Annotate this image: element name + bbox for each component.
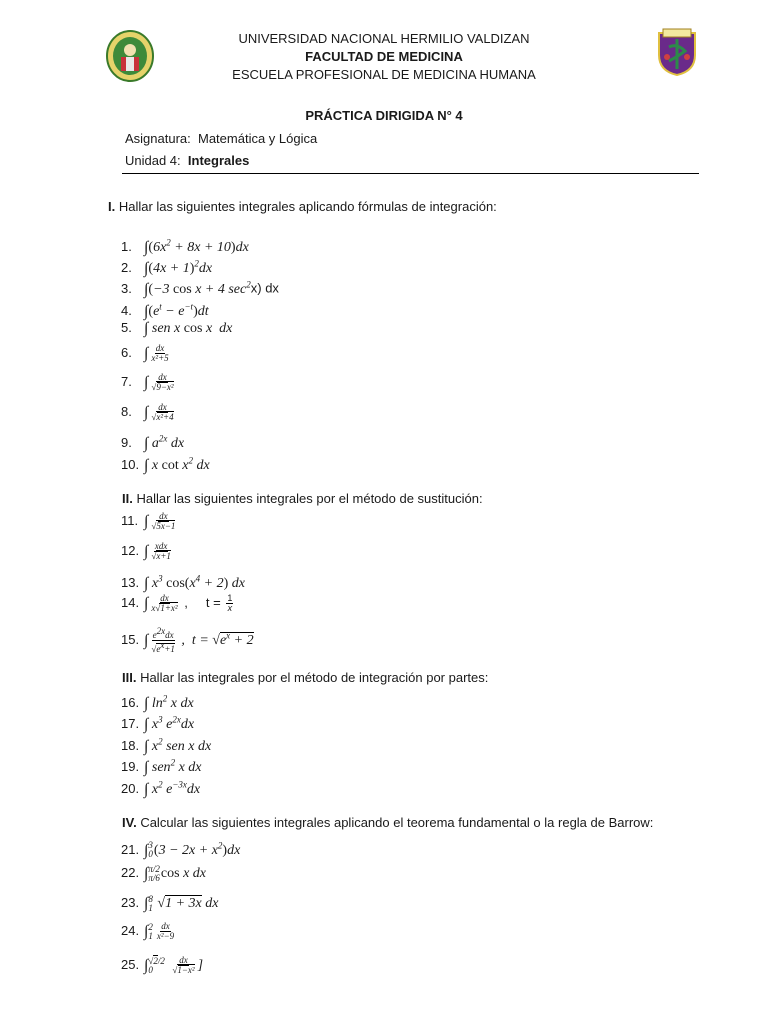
exercise-1: 1. $\int(6x^2 + 8x + 10)dx$ [121, 237, 249, 256]
exercise-14: 14. ∫ $\frac{dx}{\text{x√1+x²}}$ , t = $\frac{1}{x}$ [121, 593, 233, 614]
section-4-heading: IV. Calcular las siguientes integrales aplicando el teorema fundamental o la regla de Barrow: [122, 815, 654, 830]
exercise-21: 21. ∫ 3 0 $(3 - 2x + x^2)dx$ [121, 840, 241, 860]
university-name: UNIVERSIDAD NACIONAL HERMILIO VALDIZAN [238, 31, 530, 46]
subject-label: Asignatura: [125, 131, 191, 146]
practice-title: PRÁCTICA DIRIGIDA N° 4 [305, 108, 463, 123]
exercise-23: 23. ∫ 8 1 √1 + 3x dx [121, 893, 219, 913]
exercise-20: 20. ∫ $x^2$ $e^{-3x}dx$ [121, 779, 201, 798]
exercise-7: 7. ∫ $\frac{dx}{\text{√9−x²}}$ [121, 372, 174, 393]
subject-value: Matemática y Lógica [198, 131, 318, 146]
unit-value: Integrales [187, 153, 250, 168]
exercise-18: 18. ∫ $x^2$ sen x dx [121, 736, 212, 755]
exercise-11: 11. ∫ $\frac{dx}{√5x-1}$ [121, 511, 176, 532]
faculty-name: FACULTAD DE MEDICINA [305, 49, 463, 64]
subject-line [125, 131, 317, 146]
exercise-6: 6. ∫ $\frac{dx}{\text{x²+5}}$ [121, 343, 169, 364]
exercise-8: 8. ∫ $\frac{dx}{\text{√x²+4}}$ [121, 402, 174, 423]
exercise-25: 25. ∫ √2/2 0 $\frac{dx}{\text{√1−x²}}$ ] [121, 955, 204, 976]
exercise-16: 16. ∫ $\ln^2 x$ dx [121, 693, 194, 712]
section-1-heading: I. Hallar las siguientes integrales aplicando fórmulas de integración: [108, 199, 497, 214]
unit-line [125, 153, 249, 168]
exercise-9: 9. ∫ $a^{2x}$ dx [121, 433, 185, 452]
section-3-heading: III. Hallar las integrales por el método de integración por partes: [122, 670, 489, 685]
header-block [0, 30, 768, 84]
school-name: ESCUELA PROFESIONAL DE MEDICINA HUMANA [232, 67, 536, 82]
header-divider [122, 173, 699, 174]
exercise-3: 3. ∫(−3 cos x + 4 $\sec^2x$) dx [121, 279, 279, 298]
unit-label: Unidad 4: [125, 153, 181, 168]
exercise-10: 10. ∫ x $\cot x^2$ dx [121, 455, 210, 474]
exercise-4: 4. $\int(e^t - e^{-t})dt$ [121, 301, 209, 320]
section-2-heading: II. Hallar las siguientes integrales por el método de sustitución: [122, 491, 483, 506]
exercise-17: 17. ∫ $x^3$ $e^{2x}dx$ [121, 714, 195, 733]
exercise-12: 12. ∫ $\frac{\text{xdx}}{√x+1}$ [121, 541, 171, 562]
exercise-19: 19. ∫ sen$^2$ x dx [121, 757, 202, 776]
exercise-2: 2. $\int(4x + 1)^2dx$ [121, 258, 213, 277]
exercise-22: 22. ∫ π/2 π/6 cos x dx [121, 863, 207, 883]
exercise-24: 24. ∫ 2 1 $\frac{dx}{\text{x²−9}}$ [121, 921, 175, 942]
exercise-15: 15. ∫ $\frac{e^{2x}dx}{√e^x+1}$ , $t = √e^x + 2$ [121, 625, 254, 654]
exercise-13: 13. ∫ $x^3$ $\cos(x^4 + 2)$ dx [121, 573, 245, 592]
exercise-5: 5. ∫ sen x cos x dx [121, 320, 233, 337]
